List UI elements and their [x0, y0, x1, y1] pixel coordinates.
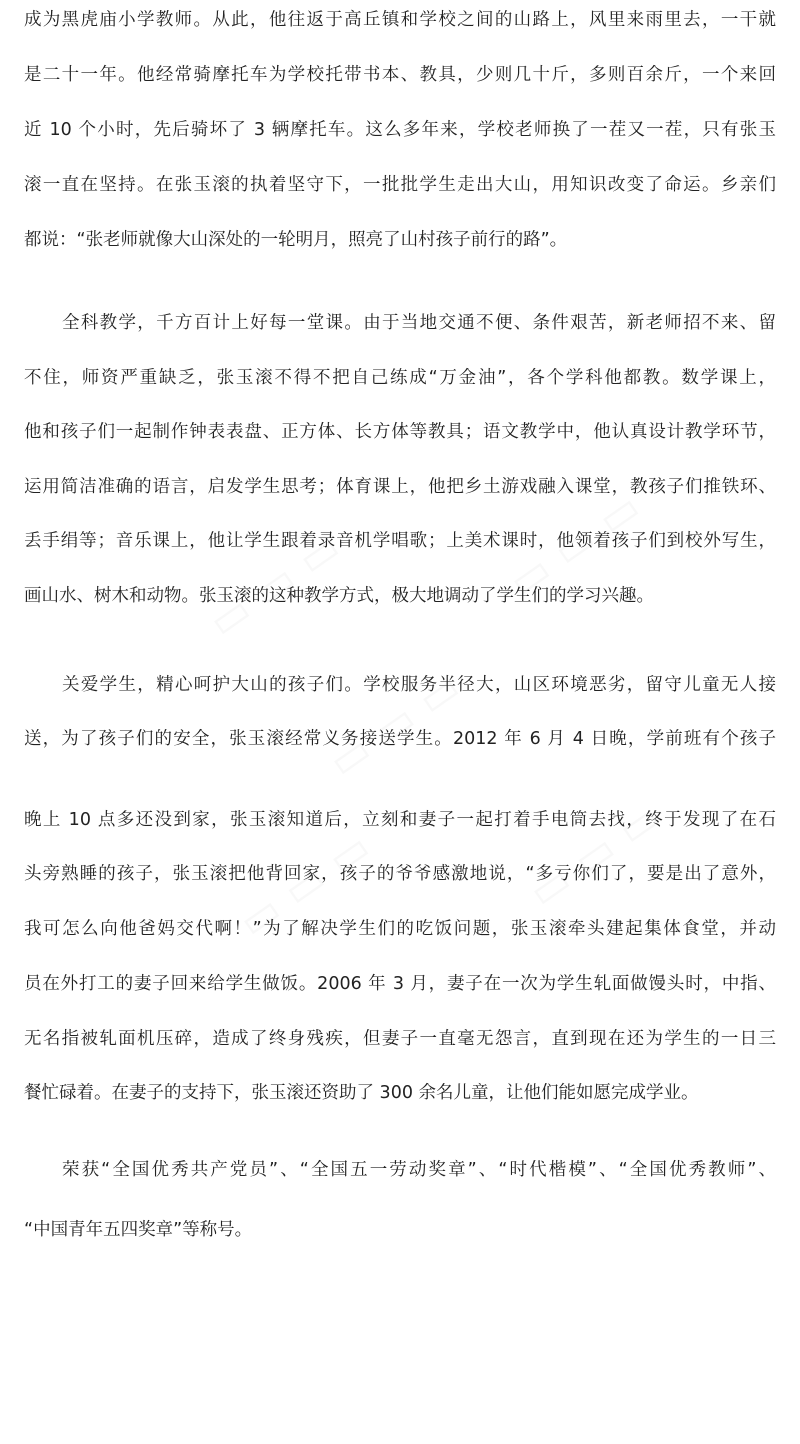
- paragraph-line: 滚一直在坚持。在张玉滚的执着坚守下，一批批学生走出大山，用知识改变了命运。乡亲们: [24, 175, 776, 195]
- paragraph-line: 员在外打工的妻子回来给学生做饭。2006 年 3 月，妻子在一次为学生轧面做馒头时，中指、: [24, 974, 776, 994]
- paragraph-line: 头旁熟睡的孩子，张玉滚把他背回家，孩子的爷爷感激地说，“多亏你们了，要是出了意外，: [24, 864, 776, 884]
- watermark-mark: ▭ ▭ ▭: [199, 521, 349, 648]
- paragraph-line: 晚上 10 点多还没到家，张玉滚知道后，立刻和妻子一起打着手电筒去找，终于发现了在石: [24, 810, 776, 830]
- paragraph-line: 无名指被轧面机压碎，造成了终身残疾，但妻子一直毫无怨言，直到现在还为学生的一日三: [24, 1029, 776, 1049]
- watermark-mark: ▭ ▭ ▭: [499, 481, 649, 608]
- paragraph-line: 丢手绢等；音乐课上，他让学生跟着录音机学唱歌；上美术课时，他领着孩子们到校外写生，: [24, 531, 776, 551]
- watermark-mark: ▭ ▭ ▭: [319, 661, 469, 788]
- paragraph-line: 运用简洁准确的语言，启发学生思考；体育课上，他把乡土游戏融入课堂，教孩子们推铁环、: [24, 477, 776, 497]
- paragraph-line: “中国青年五四奖章”等称号。: [24, 1220, 253, 1240]
- paragraph-line: 画山水、树木和动物。张玉滚的这种教学方式，极大地调动了学生们的学习兴趣。: [24, 586, 654, 606]
- paragraph-line: 我可怎么向他爸妈交代啊！”为了解决学生们的吃饭问题，张玉滚牵头建起集体食堂，并动: [24, 919, 776, 939]
- paragraph-line: 餐忙碌着。在妻子的支持下，张玉滚还资助了 300 余名儿童，让他们能如愿完成学业。: [24, 1083, 699, 1103]
- paragraph-line: 成为黑虎庙小学教师。从此，他往返于高丘镇和学校之间的山路上，风里来雨里去，一干就: [24, 10, 776, 30]
- paragraph-line: 荣获“全国优秀共产党员”、“全国五一劳动奖章”、“时代楷模”、“全国优秀教师”、: [62, 1160, 776, 1180]
- paragraph-line: 近 10 个小时，先后骑坏了 3 辆摩托车。这么多年来，学校老师换了一茬又一茬，只有张玉: [24, 120, 776, 140]
- paragraph-line: 不住，师资严重缺乏，张玉滚不得不把自己练成“万金油”，各个学科他都教。数学课上，: [24, 368, 776, 388]
- watermark-mark: ▭ ▭ ▭: [519, 791, 669, 918]
- paragraph-line: 送，为了孩子们的安全，张玉滚经常义务接送学生。2012 年 6 月 4 日晚，学前班有个孩子: [24, 729, 776, 749]
- paragraph-line: 是二十一年。他经常骑摩托车为学校托带书本、教具，少则几十斤，多则百余斤，一个来回: [24, 65, 776, 85]
- paragraph-line: 关爱学生，精心呵护大山的孩子们。学校服务半径大，山区环境恶劣，留守儿童无人接: [62, 675, 776, 695]
- paragraph-line: 全科教学，千方百计上好每一堂课。由于当地交通不便、条件艰苦，新老师招不来、留: [62, 313, 776, 333]
- paragraph-line: 都说：“张老师就像大山深处的一轮明月，照亮了山村孩子前行的路”。: [24, 230, 568, 250]
- paragraph-line: 他和孩子们一起制作钟表表盘、正方体、长方体等教具；语文教学中，他认真设计教学环节，: [24, 422, 776, 442]
- watermark-mark: ▭ ▭ ▭: [229, 821, 379, 948]
